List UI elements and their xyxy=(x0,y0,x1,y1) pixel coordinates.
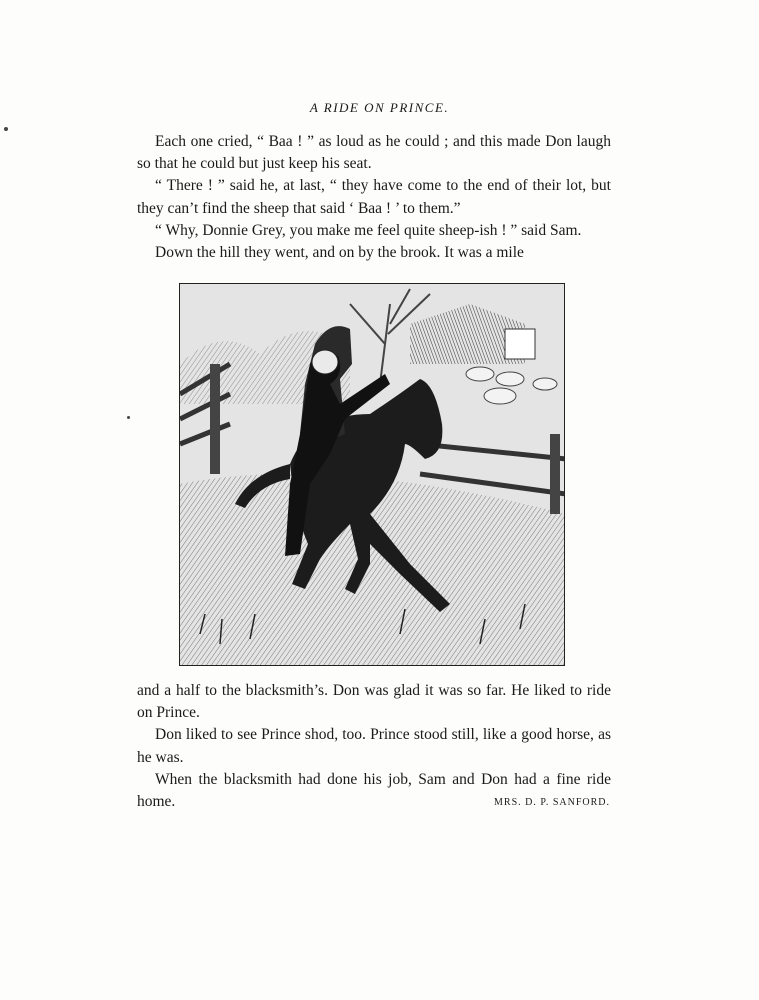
fence-post xyxy=(210,364,220,474)
speck xyxy=(127,416,130,419)
paragraph: When the blacksmith had done his job, Sam and Don had a fine ride home. xyxy=(137,770,611,811)
speck xyxy=(4,127,8,131)
sheep xyxy=(466,367,494,381)
paragraph: “ Why, Donnie Grey, you make me feel quite sheep-ish ! ” said Sam. xyxy=(155,221,582,239)
paragraph: Don liked to see Prince shod, too. Prince stood still, like a good horse, as he was. xyxy=(137,726,611,766)
illustration-horse-riders xyxy=(179,283,565,666)
paragraph: Each one cried, “ Baa ! ” as loud as he could ; and this made Don laugh so that he could but just keep his seat. xyxy=(137,133,611,173)
text-block-bottom xyxy=(137,680,611,813)
paragraph: “ There ! ” said he, at last, “ they have come to the end of their lot, but they can’t find the sheep that said ‘ Baa ! ’ to them.” xyxy=(137,177,611,217)
rider-face xyxy=(312,350,338,374)
gate xyxy=(505,329,535,359)
fence-post xyxy=(550,434,560,514)
sheep xyxy=(496,372,524,386)
paragraph: and a half to the blacksmith’s. Don was glad it was so far. He liked to ride on Prince. xyxy=(137,682,611,722)
sheep xyxy=(484,388,516,404)
author-signature: MRS. D. P. SANFORD. xyxy=(494,797,610,808)
sheep xyxy=(533,378,557,390)
paragraph: Down the hill they went, and on by the brook. It was a mile xyxy=(155,244,524,262)
engraving xyxy=(180,284,565,666)
text-block-top xyxy=(137,131,611,264)
running-head: A RIDE ON PRINCE. xyxy=(309,100,450,115)
